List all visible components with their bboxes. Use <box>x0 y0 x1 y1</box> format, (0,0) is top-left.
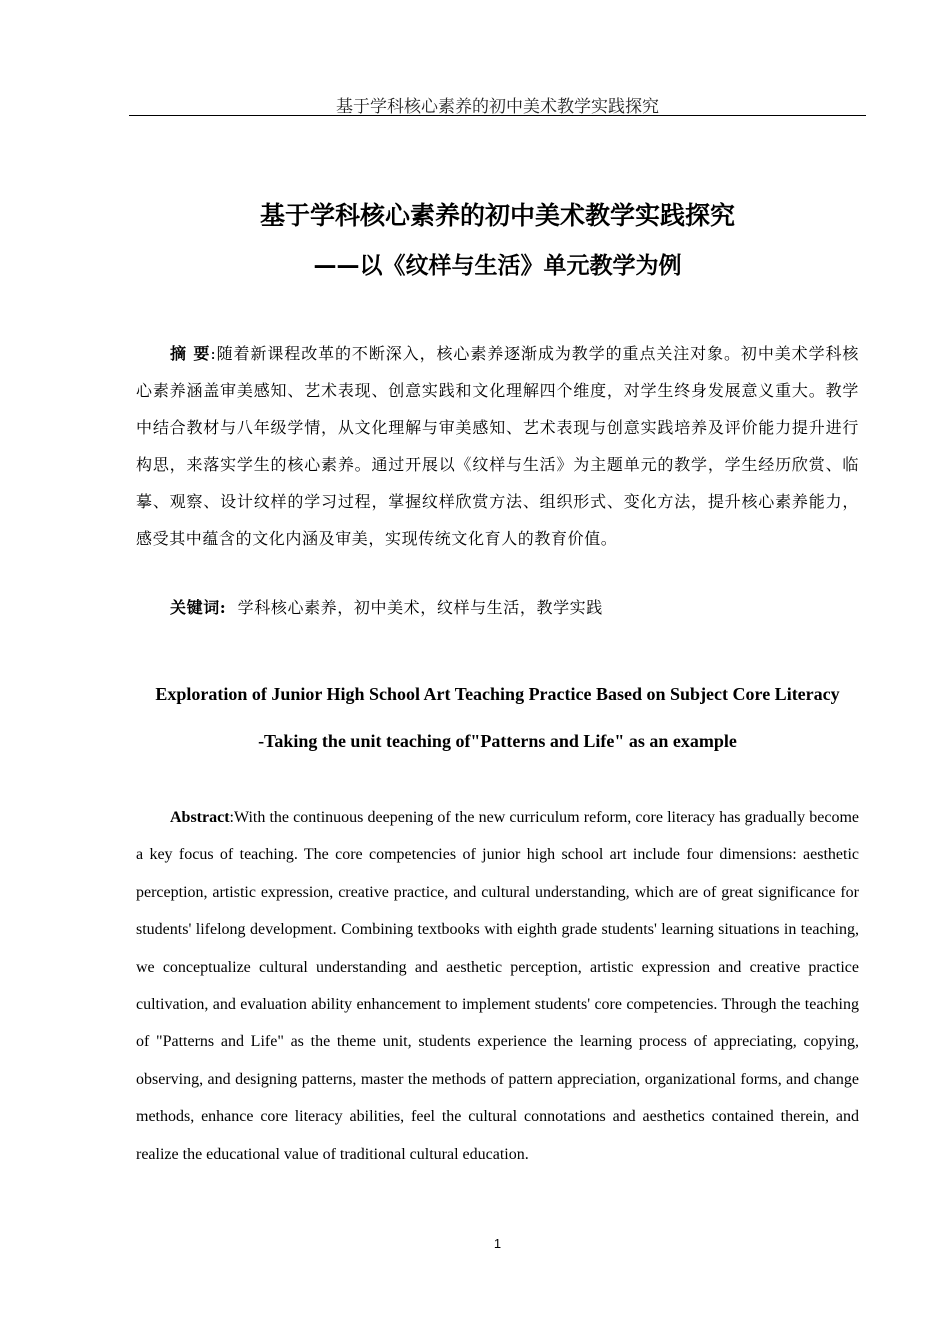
paper-title-en: Exploration of Junior High School Art Teaching Practice Based on Subject Core Literacy <box>155 684 840 704</box>
abstract-en <box>136 799 859 1173</box>
header-rule <box>129 115 866 116</box>
abstract-cn-text: 随着新课程改革的不断深入，核心素养逐渐成为教学的重点关注对象。初中美术学科核心素养涵盖审美感知、艺术表现、创意实践和文化理解四个维度，对学生终身发展意义重大。教学中结合教材与八年级学情，从文化理解与审美感知、艺术表现与创意实践培养及评价能力提升进行构思，来落实学生的核心素养。通过开展以《纹样与生活》为主题单元的教学，学生经历欣赏、临摹、观察、设计纹样的学习过程，掌握纹样欣赏方法、组织形式、变化方法，提升核心素养能力，感受其中蕴含的文化内涵及审美，实现传统文化育人的教育价值。 <box>136 344 859 548</box>
keywords-cn <box>136 593 859 623</box>
running-header: 基于学科核心素养的初中美术教学实践探究 <box>336 97 659 117</box>
paper-subtitle-en: -Taking the unit teaching of"Patterns and Life" as an example <box>258 731 737 751</box>
abstract-en-label: Abstract <box>170 809 230 826</box>
paper-title-cn: 基于学科核心素养的初中美术教学实践探究 <box>259 201 735 230</box>
page-number: 1 <box>493 1236 502 1251</box>
abstract-cn-label: 摘 要 <box>170 344 211 363</box>
paper-subtitle-cn: ——以《纹样与生活》单元教学为例 <box>313 253 682 279</box>
keywords-cn-label: 关键词: <box>170 598 227 617</box>
keywords-cn-text: 学科核心素养，初中美术，纹样与生活，教学实践 <box>226 598 603 617</box>
abstract-cn <box>136 335 859 557</box>
abstract-cn-separator: : <box>210 344 217 363</box>
abstract-en-text: :With the continuous deepening of the new curriculum reform, core literacy has gradually become a key focus of teaching. The core competencies of junior high school art include four dimensions: aesthetic perception, artistic expression, creative practice, and cultural understanding, which are of great significance for students' lifelong development. Combining textbooks with eighth grade students' learning situations in teaching, we conceptualize cultural understanding and aesthetic perception, artistic expression and creative practice cultivation, and evaluation ability enhancement to implement students' core competencies. Through the teaching of "Patterns and Life" as the theme unit, students experience the learning process of appreciating, copying, observing, and designing patterns, master the methods of pattern appreciation, organizational forms, and change methods, enhance core literacy abilities, feel the cultural connotations and aesthetics contained therein, and realize the educational value of traditional cultural education. <box>136 809 859 1163</box>
